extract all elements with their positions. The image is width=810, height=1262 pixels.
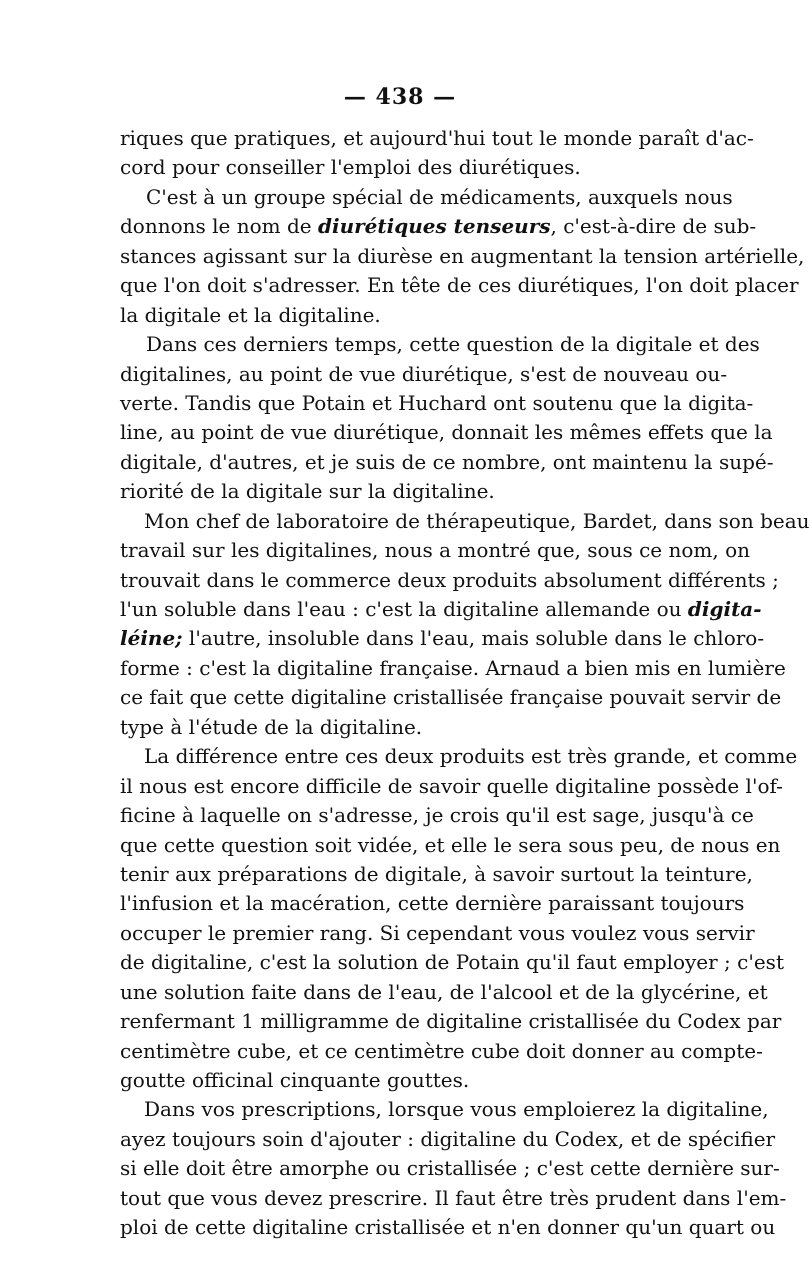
text-line: ploi de cette digitaline cristallisée et n'en donner qu'un quart ou	[120, 1215, 776, 1240]
text-line: ficine à laquelle on s'adresse, je crois qu'il est sage, jusqu'à ce	[120, 803, 754, 828]
italic-term: digita-	[687, 597, 762, 621]
text-line: Dans vos prescriptions, lorsque vous emploierez la digitaline,	[144, 1097, 769, 1122]
text-line: centimètre cube, et ce centimètre cube doit donner au compte-	[120, 1038, 763, 1063]
text-line: occuper le premier rang. Si cependant vous voulez vous servir	[120, 920, 755, 945]
text-line: Dans ces derniers temps, cette question de la digitale et des	[146, 332, 760, 357]
text-line: riorité de la digitale sur la digitaline.	[120, 479, 495, 504]
text-line: line, au point de vue diurétique, donnait les mêmes effets que la	[120, 420, 773, 445]
text-line: il nous est encore difficile de savoir quelle digitaline possède l'of-	[120, 773, 783, 798]
text-line: léine; l'autre, insoluble dans l'eau, mais soluble dans le chloro-	[120, 626, 765, 651]
text-line: tenir aux préparations de digitale, à savoir surtout la teinture,	[120, 861, 753, 886]
text-line: de digitaline, c'est la solution de Potain qu'il faut employer ; c'est	[120, 950, 784, 975]
text-line: ce fait que cette digitaline cristallisée française pouvait servir de	[120, 685, 782, 710]
text-line: si elle doit être amorphe ou cristallisée ; c'est cette dernière sur-	[120, 1156, 780, 1181]
text-line: digitale, d'autres, et je suis de ce nombre, ont maintenu la supé-	[120, 449, 774, 474]
body-text	[120, 124, 810, 1243]
text-line: type à l'étude de la digitaline.	[120, 714, 423, 739]
text-line: que l'on doit s'adresser. En tête de ces diurétiques, l'on doit placer	[120, 273, 799, 298]
text-line: tout que vous devez prescrire. Il faut être très prudent dans l'em-	[120, 1185, 787, 1210]
text-line: ayez toujours soin d'ajouter : digitaline du Codex, et de spécifier	[120, 1126, 776, 1151]
text-line: renfermant 1 milligramme de digitaline cristallisée du Codex par	[120, 1009, 782, 1034]
text-line: stances agissant sur la diurèse en augmentant la tension artérielle,	[120, 243, 805, 268]
text-line: que cette question soit vidée, et elle le sera sous peu, de nous en	[120, 832, 781, 857]
text-line: digitalines, au point de vue diurétique, s'est de nouveau ou-	[120, 361, 728, 386]
text-line: l'un soluble dans l'eau : c'est la digitaline allemande ou digita-	[120, 597, 762, 621]
text-line: goutte officinal cinquante gouttes.	[120, 1068, 470, 1092]
text-line: C'est à un groupe spécial de médicaments, auxquels nous	[146, 184, 733, 209]
text-line: La différence entre ces deux produits est très grande, et comme	[144, 744, 798, 769]
italic-term: diurétiques tenseurs	[317, 214, 551, 239]
text-line: cord pour conseiller l'emploi des diurétiques.	[120, 155, 581, 180]
text-line: forme : c'est la digitaline française. Arnaud a bien mis en lumière	[120, 655, 786, 680]
text-line: riques que pratiques, et aujourd'hui tout le monde paraît d'ac-	[120, 126, 754, 150]
text-line: travail sur les digitalines, nous a montré que, sous ce nom, on	[120, 538, 750, 563]
text-line: l'infusion et la macération, cette dernière paraissant toujours	[120, 891, 745, 916]
text-line: la digitale et la digitaline.	[120, 302, 381, 327]
page-number: — 438 —	[343, 84, 457, 110]
text-line: verte. Tandis que Potain et Huchard ont soutenu que la digita-	[120, 390, 754, 415]
italic-term: léine;	[120, 626, 183, 651]
text-line: trouvait dans le commerce deux produits absolument différents ;	[120, 567, 779, 592]
text-line: Mon chef de laboratoire de thérapeutique, Bardet, dans son beau	[144, 508, 810, 533]
text-line: une solution faite dans de l'eau, de l'alcool et de la glycérine, et	[120, 979, 768, 1004]
text-line: donnons le nom de diurétiques tenseurs, c'est-à-dire de sub-	[120, 214, 757, 239]
